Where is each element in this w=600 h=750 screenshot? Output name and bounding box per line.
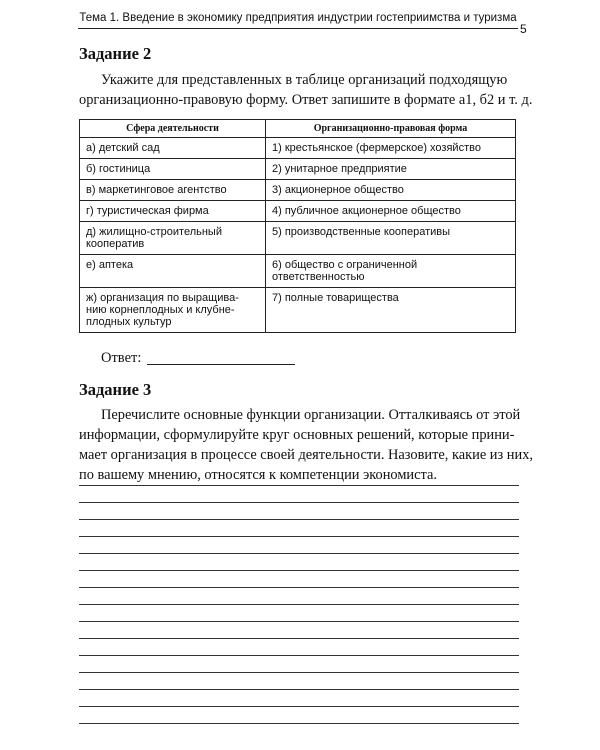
sphere-text: нию корнеплодных и клубне- xyxy=(86,304,235,316)
form-cell: 7) полные товарищества xyxy=(266,288,516,333)
task2-instruction-line-1: Укажите для представленных в таблице организаций подходящую xyxy=(101,72,508,88)
sphere-text: д) жилищно-строительный xyxy=(86,226,222,238)
table-row xyxy=(80,288,516,333)
table-row xyxy=(80,255,516,288)
sphere-cell xyxy=(80,138,266,159)
task3-title: Задание 3 xyxy=(79,380,152,399)
table-row xyxy=(80,159,516,180)
answer-write-line[interactable] xyxy=(79,519,519,520)
answer-write-line[interactable] xyxy=(79,672,519,673)
column-header-sphere: Сфера деятельности xyxy=(80,120,266,138)
sphere-text: ж) организация по выращива- xyxy=(86,292,239,304)
answer-write-line[interactable] xyxy=(79,638,519,639)
answer-write-line[interactable] xyxy=(79,536,519,537)
task2-title: Задание 2 xyxy=(79,44,152,63)
answer-write-line[interactable] xyxy=(79,553,519,554)
table-row xyxy=(80,201,516,222)
answer-write-line[interactable] xyxy=(79,502,519,503)
column-header-form: Организационно-правовая форма xyxy=(266,120,516,138)
page-number: 5 xyxy=(520,22,527,36)
table-row xyxy=(80,138,516,159)
task2-instruction-line-2: организационно-правовую форму. Ответ запишите в формате а1, б2 и т. д. xyxy=(79,92,533,108)
answer-write-line[interactable] xyxy=(79,655,519,656)
organization-form-table xyxy=(79,119,516,333)
sphere-cell xyxy=(80,159,266,180)
sphere-text: е) аптека xyxy=(86,259,134,271)
form-cell: 1) крестьянское (фермерское) хозяйство xyxy=(266,138,516,159)
sphere-text: б) гостиница xyxy=(86,163,151,175)
sphere-cell xyxy=(80,180,266,201)
answer-write-line[interactable] xyxy=(147,364,295,365)
answer-write-line[interactable] xyxy=(79,706,519,707)
task2-instruction xyxy=(79,70,533,110)
task3-text-line-2: информации, сформулируйте круг основных решений, которые прини- xyxy=(79,427,515,443)
answer-write-line[interactable] xyxy=(79,723,519,724)
answer-write-line[interactable] xyxy=(79,604,519,605)
form-cell: 6) общество с ограниченной ответственностью xyxy=(266,255,516,288)
table-row xyxy=(80,180,516,201)
sphere-text: в) маркетинговое агентство xyxy=(86,184,227,196)
form-cell: 4) публичное акционерное общество xyxy=(266,201,516,222)
form-cell: 2) унитарное предприятие xyxy=(266,159,516,180)
answer-label: Ответ: xyxy=(101,350,142,366)
answer-write-line[interactable] xyxy=(79,587,519,588)
sphere-text: г) туристическая фирма xyxy=(86,205,209,217)
task3-text-line-4: по вашему мнению, относятся к компетенции экономиста. xyxy=(79,467,437,483)
task3-text-line-3: мает организация в процессе своей деятельности. Назовите, какие из них, xyxy=(79,447,533,463)
answer-write-line[interactable] xyxy=(79,570,519,571)
table-header-row xyxy=(80,120,516,138)
answer-write-line[interactable] xyxy=(79,485,519,486)
sphere-cell xyxy=(80,201,266,222)
form-cell: 5) производственные кооперативы xyxy=(266,222,516,255)
sphere-cell xyxy=(80,255,266,288)
sphere-cell xyxy=(80,288,266,333)
sphere-text: а) детский сад xyxy=(86,142,160,154)
sphere-text: кооператив xyxy=(86,238,145,250)
answer-write-line[interactable] xyxy=(79,621,519,622)
sphere-cell xyxy=(80,222,266,255)
task3-text-line-1: Перечислите основные функции организации. Отталкиваясь от этой xyxy=(101,407,521,423)
answer-write-line[interactable] xyxy=(79,689,519,690)
form-cell: 3) акционерное общество xyxy=(266,180,516,201)
task3-text xyxy=(79,405,533,485)
table-row xyxy=(80,222,516,255)
sphere-text: плодных культур xyxy=(86,316,172,328)
running-header: Тема 1. Введение в экономику предприятия индустрии гостеприимства и туризма xyxy=(78,12,518,29)
